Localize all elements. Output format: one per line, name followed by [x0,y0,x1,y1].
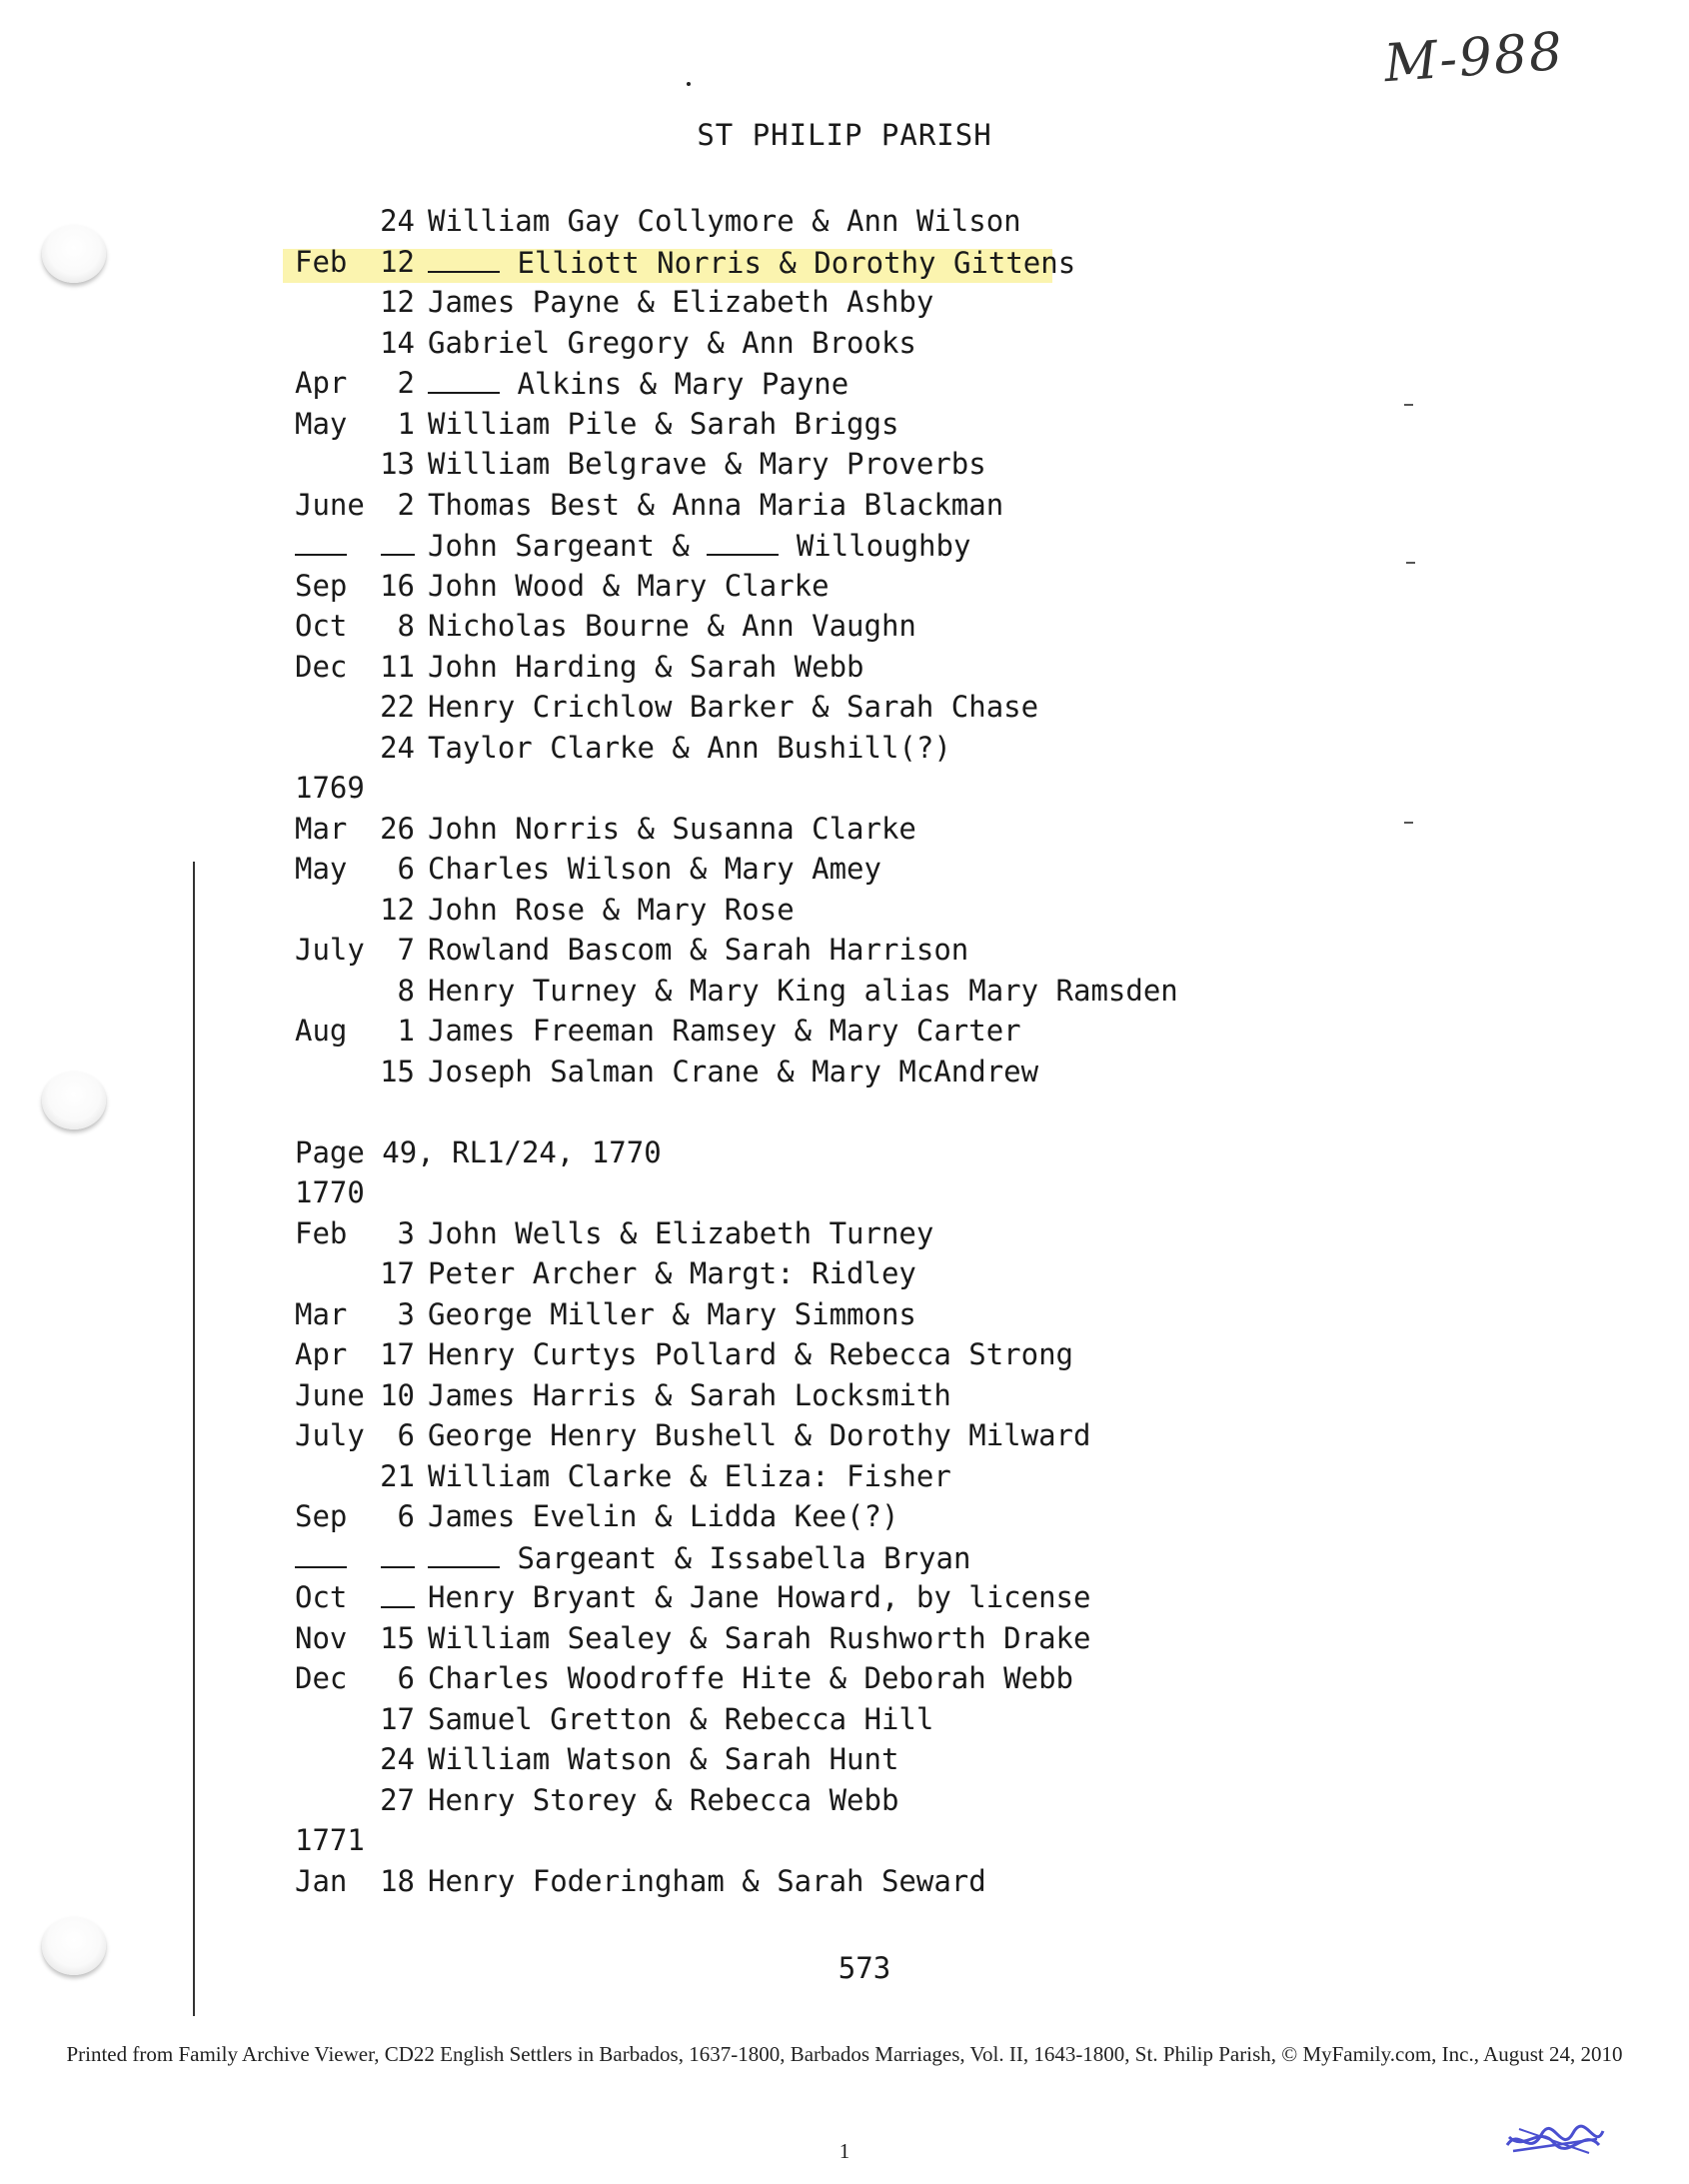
entry-day: 16 [380,568,415,603]
entry-day: 17 [380,1256,415,1290]
entry-day: 12 [380,892,415,927]
entry-names: Charles Wilson & Mary Amey [428,852,881,886]
entry-day: 11 [380,649,415,684]
entry-names: James Harris & Sarah Locksmith [428,1377,951,1412]
entry-names: Rowland Bascom & Sarah Harrison [428,933,969,967]
entry-day: 2 [397,487,415,522]
blank-line [381,1580,415,1608]
blank-line [295,1540,347,1568]
entry-day [375,1580,415,1615]
entry-month [295,528,375,563]
entry-row [295,686,1444,727]
entry-month: Dec [295,649,348,684]
page-title: ST PHILIP PARISH [697,118,992,152]
page-reference: Page 49, RL1/24, 1770 [295,1134,662,1169]
entry-row [295,1738,1444,1779]
entry-day: 1 [397,406,415,441]
entry-row [295,403,1444,444]
entry-row [295,1293,1444,1334]
entry-day: 14 [380,325,415,360]
blank-line [428,1540,500,1568]
punch-hole [42,1072,106,1129]
entry-names: Henry Foderingham & Sarah Seward [428,1863,986,1898]
entry-day: 24 [380,1742,415,1776]
entry-month: Mar [295,1296,348,1331]
entry-names: William Gay Collymore & Ann Wilson [428,204,1021,238]
entry-names: Henry Bryant & Jane Howard, by license [428,1580,1091,1614]
margin-line [193,862,195,2016]
blank-line [381,528,415,556]
entry-names: George Miller & Mary Simmons [428,1296,916,1331]
entry-names: William Watson & Sarah Hunt [428,1742,899,1776]
year-heading: 1770 [295,1175,365,1209]
entry-row [295,281,1444,322]
entry-month: Sep [295,1499,348,1533]
entry-row [295,1171,1444,1212]
entry-month: Dec [295,1661,348,1695]
entry-row [295,1414,1444,1455]
entry-month: July [295,933,365,967]
year-heading: 1769 [295,771,365,805]
entry-month: June [295,487,365,522]
entry-names: Henry Crichlow Barker & Sarah Chase [428,690,1039,724]
entry-row [295,767,1444,808]
entry-day: 12 [380,244,415,279]
entry-row [295,727,1444,768]
entry-row [295,889,1444,930]
entry-names: Samuel Gretton & Rebecca Hill [428,1701,934,1736]
entry-month: June [295,1377,365,1412]
entry-row [295,1657,1444,1698]
spacer-row [295,1091,1444,1131]
entry-month: Oct [295,609,348,643]
entry-row [295,1819,1444,1860]
entry-month: Sep [295,568,348,603]
entry-month: Jan [295,1863,348,1898]
entry-row [295,1495,1444,1536]
entry-month: Mar [295,811,348,846]
entry-day: 15 [380,1620,415,1655]
handwritten-note: M-988 [1382,21,1566,95]
entry-month: Oct [295,1580,348,1614]
entry-names: John Wood & Mary Clarke [428,568,830,603]
entry-day: 6 [397,852,415,886]
entry-row [295,565,1444,606]
entry-names: Gabriel Gregory & Ann Brooks [428,325,916,360]
blank-line [381,1540,415,1568]
entry-names: Henry Storey & Rebecca Webb [428,1782,899,1817]
entry-day: 7 [397,933,415,967]
entry-names: James Evelin & Lidda Kee(?) [428,1499,899,1533]
entry-row [295,1010,1444,1051]
blank-line [428,366,500,394]
entry-day: 24 [380,730,415,765]
entry-names: George Henry Bushell & Dorothy Milward [428,1418,1091,1452]
scribble-stamp-icon [1499,2117,1609,2162]
blank-line [295,528,347,556]
entry-day: 26 [380,811,415,846]
blank-line [428,245,500,273]
entry-row [295,848,1444,889]
entry-names: John Rose & Mary Rose [428,892,795,927]
entry-day: 18 [380,1863,415,1898]
entry-day: 15 [380,1054,415,1089]
entry-row [295,646,1444,687]
footer-page-number: 1 [839,2139,850,2163]
entry-day [375,528,415,563]
entry-names: Alkins & Mary Payne [428,366,848,401]
entry-row [295,322,1444,363]
entry-row [295,970,1444,1011]
entry-names: William Sealey & Sarah Rushworth Drake [428,1620,1091,1655]
entry-names: William Clarke & Eliza: Fisher [428,1458,951,1493]
entry-day: 24 [380,204,415,238]
entry-row [295,1779,1444,1820]
entry-names: William Pile & Sarah Briggs [428,406,899,441]
entry-day: 1 [397,1014,415,1048]
entry-names: Joseph Salman Crane & Mary McAndrew [428,1054,1039,1089]
entry-day: 8 [397,609,415,643]
entry-day [375,1540,415,1575]
footer-text: Printed from Family Archive Viewer, CD22 English Settlers in Barbados, 1637-1800, Barbados Marriages, Vol. II, 1643-1800, St. Philip Parish, © MyFamily.com, Inc., August 24, 2010 [66,2042,1623,2066]
year-heading: 1771 [295,1823,365,1857]
entry-row [295,808,1444,849]
entry-names: Nicholas Bourne & Ann Vaughn [428,609,916,643]
entry-names: John Wells & Elizabeth Turney [428,1215,934,1250]
entry-names: James Payne & Elizabeth Ashby [428,285,934,319]
entry-names: Henry Turney & Mary King alias Mary Ramsden [428,973,1178,1008]
entry-day: 22 [380,690,415,724]
entry-row [295,484,1444,525]
entry-row [295,443,1444,484]
entry-row [295,1131,1444,1172]
punch-hole [42,225,106,283]
entry-names: Thomas Best & Anna Maria Blackman [428,487,1004,522]
entry-day: 2 [397,366,415,400]
entry-row [295,200,1444,241]
entry-day: 12 [380,285,415,319]
entry-row [295,1860,1444,1901]
entry-row [295,1455,1444,1496]
entry-row [295,1576,1444,1617]
entry-day: 13 [380,447,415,481]
marriage-entries-list [295,200,1444,1900]
entry-day: 27 [380,1782,415,1817]
entry-names: James Freeman Ramsey & Mary Carter [428,1014,1021,1048]
entry-month: Apr [295,1337,348,1371]
entry-row [295,524,1444,565]
entry-row [295,241,1444,282]
entry-names: Elliott Norris & Dorothy Gittens [428,245,1075,280]
entry-month: July [295,1418,365,1452]
entry-month: Feb [295,1215,348,1250]
entry-row [295,1536,1444,1577]
entry-names: Sargeant & Issabella Bryan [428,1540,970,1575]
entry-row [295,362,1444,403]
blank-line [707,528,779,556]
entry-row [295,1698,1444,1739]
entry-month: May [295,852,348,886]
entry-names: John Harding & Sarah Webb [428,649,864,684]
entry-month: Nov [295,1620,348,1655]
entry-row [295,1333,1444,1374]
entry-row [295,1051,1444,1092]
entry-row [295,1212,1444,1253]
entry-names: Taylor Clarke & Ann Bushill(?) [428,730,951,765]
entry-names: John Sargeant & Willoughby [428,529,971,563]
entry-day: 3 [397,1215,415,1250]
entry-day: 6 [397,1418,415,1452]
entry-names: Charles Woodroffe Hite & Deborah Webb [428,1661,1074,1695]
entry-names: William Belgrave & Mary Proverbs [428,447,986,481]
entry-day: 6 [397,1499,415,1533]
entry-day: 3 [397,1296,415,1331]
entry-month [295,1540,375,1575]
entry-day: 8 [397,973,415,1008]
entry-day: 10 [380,1377,415,1412]
entry-names: Peter Archer & Margt: Ridley [428,1256,916,1290]
entry-names: Henry Curtys Pollard & Rebecca Strong [428,1337,1074,1371]
entry-month: Aug [295,1014,348,1048]
entry-row [295,929,1444,970]
entry-month: May [295,406,348,441]
entry-names: John Norris & Susanna Clarke [428,811,916,846]
entry-row [295,1617,1444,1658]
entry-day: 6 [397,1661,415,1695]
entry-month: Feb [295,244,348,279]
entry-row [295,1374,1444,1415]
page-number: 573 [838,1951,891,1985]
entry-month: Apr [295,366,348,400]
entry-day: 21 [380,1458,415,1493]
ink-dot [687,82,691,86]
entry-row [295,605,1444,646]
entry-day: 17 [380,1337,415,1371]
entry-day: 17 [380,1701,415,1736]
entry-row [295,1252,1444,1293]
